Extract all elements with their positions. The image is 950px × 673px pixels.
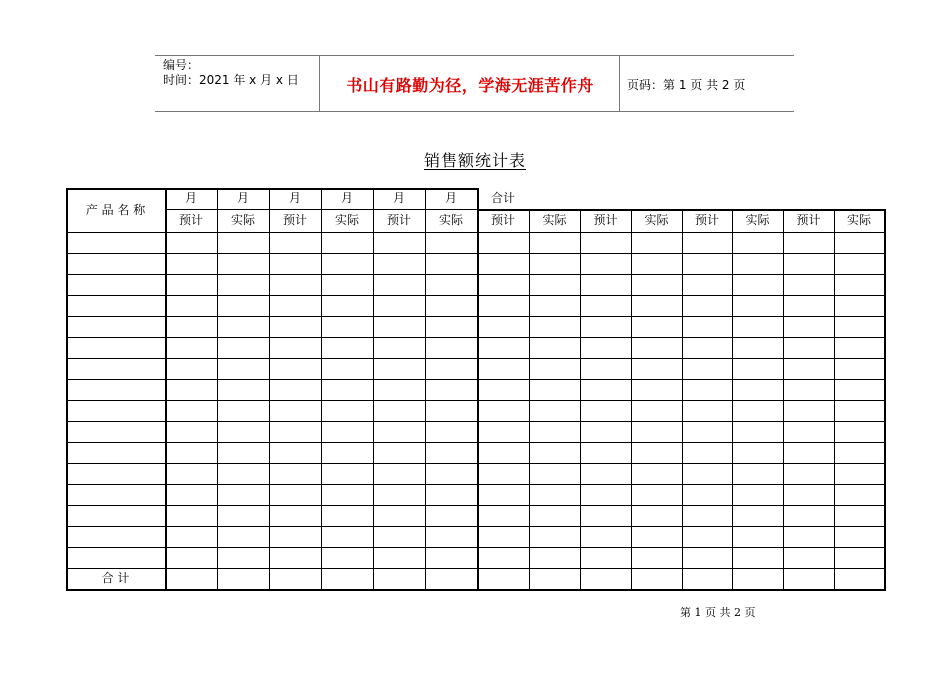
row-divider	[66, 421, 884, 422]
sub-header: 实际	[745, 213, 770, 227]
sub-header: 实际	[438, 213, 463, 227]
month-header: 月	[288, 191, 301, 205]
column-divider	[834, 209, 835, 589]
sub-header: 实际	[230, 213, 255, 227]
row-divider	[66, 274, 884, 275]
sub-header: 实际	[846, 213, 871, 227]
sub-header: 预计	[178, 213, 203, 227]
column-divider	[217, 188, 218, 589]
number-label: 编号：	[163, 58, 200, 72]
column-divider	[783, 209, 784, 589]
column-divider	[269, 188, 270, 589]
row-divider	[66, 358, 884, 359]
row-divider	[66, 463, 884, 464]
column-divider	[321, 188, 322, 589]
sub-header: 实际	[334, 213, 359, 227]
sub-header: 实际	[644, 213, 669, 227]
row-divider	[66, 400, 884, 401]
row-divider	[66, 505, 884, 506]
document-header	[155, 55, 794, 112]
column-divider	[373, 188, 374, 589]
row-divider	[66, 253, 884, 254]
sub-header: 预计	[796, 213, 821, 227]
product-name-header: 产 品 名 称	[85, 203, 146, 217]
sub-header: 预计	[694, 213, 719, 227]
row-divider	[66, 568, 884, 569]
row-divider	[66, 295, 884, 296]
column-divider	[477, 209, 479, 589]
row-divider	[66, 442, 884, 443]
column-divider	[682, 209, 683, 589]
month-header: 月	[392, 191, 405, 205]
page-footer: 第 1 页 共 2 页	[680, 606, 756, 619]
header-bottom-line	[66, 232, 884, 233]
column-divider	[425, 188, 426, 589]
row-divider	[66, 547, 884, 548]
row-divider	[66, 484, 884, 485]
header-motto: 书山有路勤为径，学海无涯苦作舟	[346, 76, 594, 95]
column-divider	[631, 209, 632, 589]
month-header: 月	[236, 191, 249, 205]
sub-header: 预计	[386, 213, 411, 227]
row-divider	[66, 337, 884, 338]
time-label: 时间：2021 年 x 月 x 日	[163, 73, 299, 87]
month-header: 月	[444, 191, 457, 205]
sub-header: 预计	[282, 213, 307, 227]
column-divider	[732, 209, 733, 589]
row-divider	[66, 526, 884, 527]
header-page-info: 页码：第 1 页 共 2 页	[627, 78, 746, 92]
column-divider	[165, 188, 167, 589]
row-divider	[66, 316, 884, 317]
month-header: 月	[184, 191, 197, 205]
table-border-right	[884, 209, 886, 591]
table-border-bottom	[66, 589, 886, 591]
row-divider	[66, 379, 884, 380]
total-row-label: 合 计	[101, 571, 130, 585]
sub-header: 实际	[542, 213, 567, 227]
header-divider	[619, 56, 620, 111]
month-header: 月	[340, 191, 353, 205]
column-divider	[580, 209, 581, 589]
total-header: 合计	[490, 191, 515, 205]
sub-header: 预计	[490, 213, 515, 227]
sub-header: 预计	[593, 213, 618, 227]
table-border-left	[66, 188, 68, 589]
header-meta	[163, 58, 299, 88]
column-divider	[529, 209, 530, 589]
page-title: 销售额统计表	[423, 151, 526, 170]
